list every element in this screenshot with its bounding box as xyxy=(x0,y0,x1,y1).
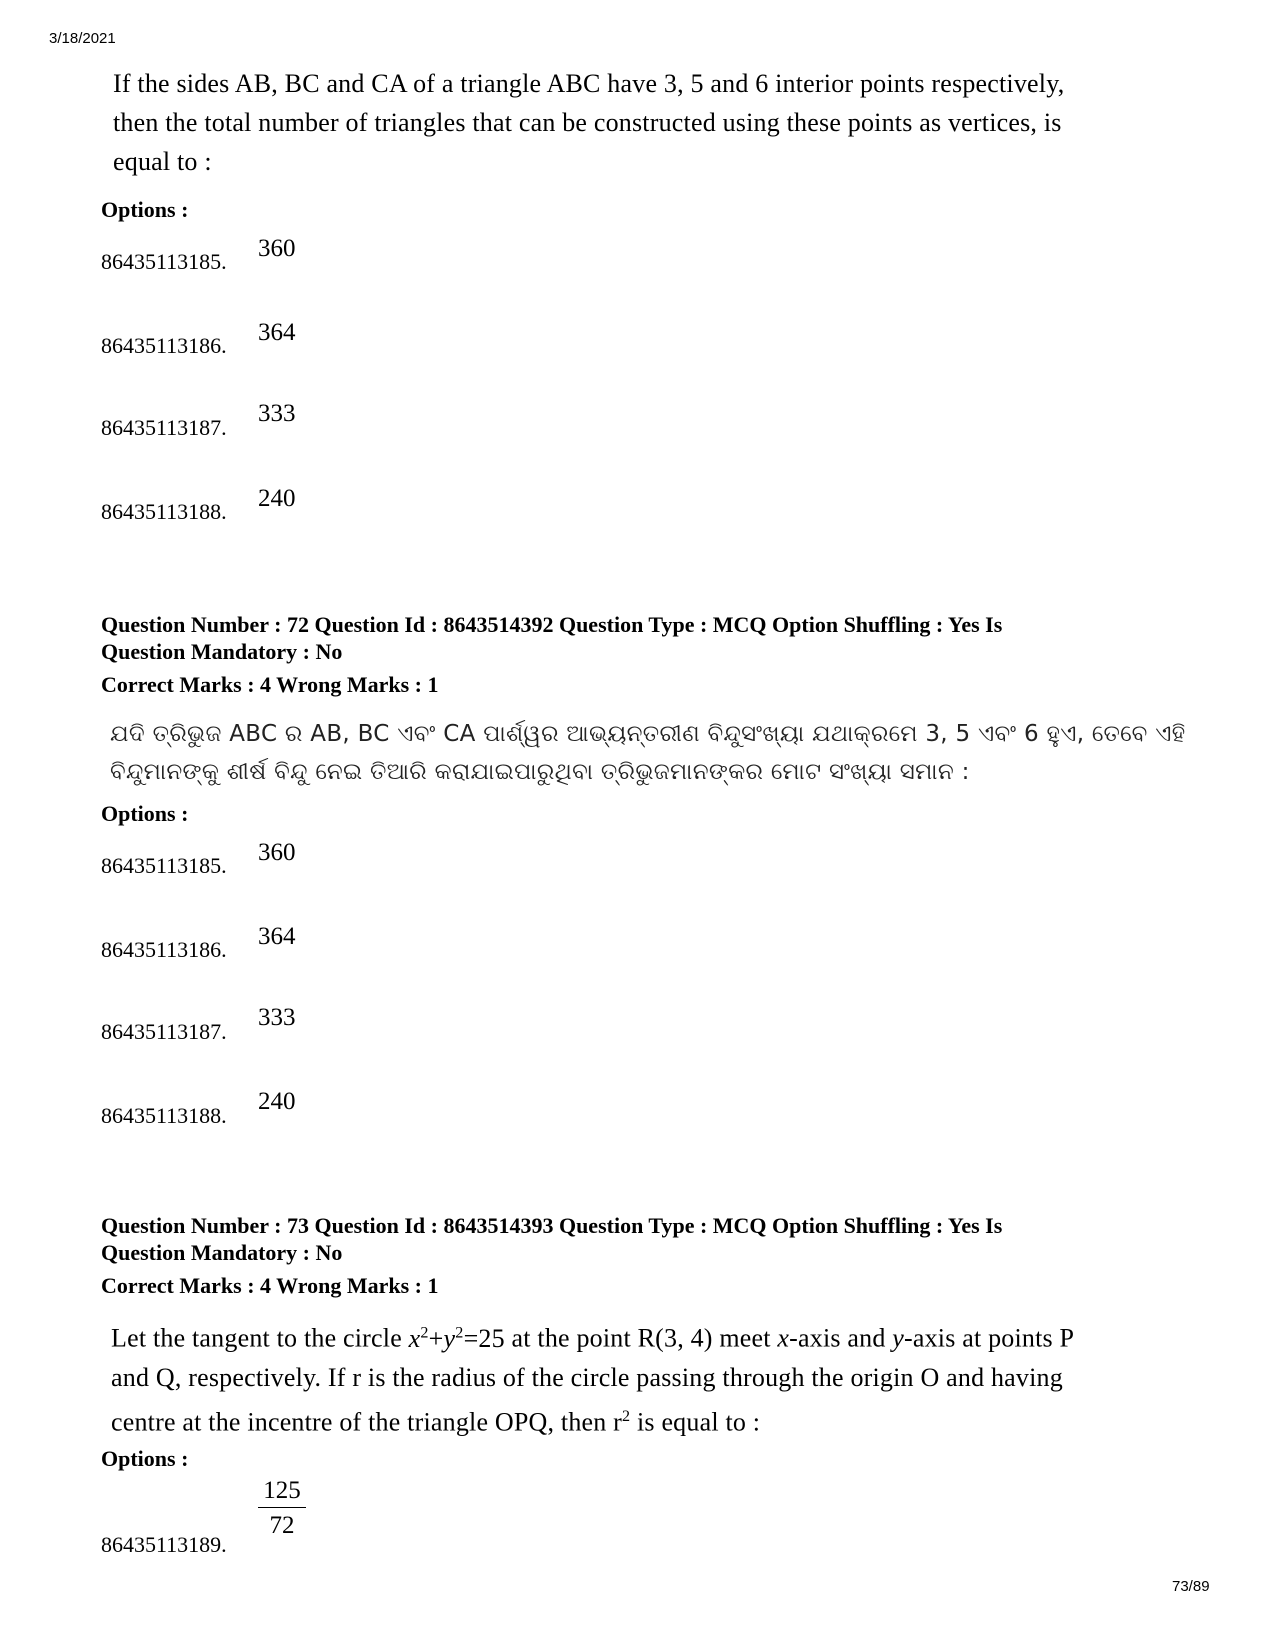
question-73-meta-line-1: Question Number : 73 Question Id : 8643514393 Question Type : MCQ Option Shuffling : Yes Is xyxy=(101,1213,1003,1238)
question-73-meta xyxy=(101,1212,1191,1266)
fraction-numerator: 125 xyxy=(258,1477,306,1508)
option-72-3-value: 333 xyxy=(258,1004,296,1031)
question-72-meta-line-2: Question Mandatory : No xyxy=(101,639,343,664)
question-72-odia-text xyxy=(110,715,1190,791)
option-71-3-id: 86435113187. xyxy=(101,415,227,440)
question-73-marks: Correct Marks : 4 Wrong Marks : 1 xyxy=(101,1273,439,1298)
question-71-line-3: equal to : xyxy=(113,147,212,176)
page-number: 73/89 xyxy=(1172,1578,1210,1595)
question-73-line-2: and Q, respectively. If r is the radius of the circle passing through the origin O and having xyxy=(111,1362,1063,1392)
option-73-1-fraction xyxy=(258,1477,306,1540)
question-71-line-2: then the total number of triangles that can be constructed using these points as vertices, is xyxy=(113,108,1062,137)
option-72-4-id: 86435113188. xyxy=(101,1103,227,1128)
options-label-71: Options : xyxy=(101,197,189,222)
option-71-3-value: 333 xyxy=(258,400,296,427)
question-72-marks: Correct Marks : 4 Wrong Marks : 1 xyxy=(101,672,439,697)
fraction-denominator: 72 xyxy=(269,1512,295,1539)
option-71-1-id: 86435113185. xyxy=(101,249,227,274)
question-73-line-3: centre at the incentre of the triangle OPQ, then $r^2$ is equal to : xyxy=(111,1407,761,1437)
option-73-1-id: 86435113189. xyxy=(101,1532,227,1557)
question-72-meta xyxy=(101,611,1191,665)
options-label-73: Options : xyxy=(101,1446,189,1471)
option-71-2-value: 364 xyxy=(258,319,296,346)
option-72-3-id: 86435113187. xyxy=(101,1019,227,1044)
option-72-1-id: 86435113185. xyxy=(101,853,227,878)
question-73-meta-line-2: Question Mandatory : No xyxy=(101,1240,343,1265)
question-72-odia-line-2: ବିନ୍ଦୁମାନଙ୍କୁ ଶୀର୍ଷ ବିନ୍ଦୁ ନେଇ ତିଆରି କରାଯାଇପାରୁଥିବା ତ୍ରିଭୁଜମାନଙ୍କର ମୋଟ ସଂଖ୍ୟା ସମାନ : xyxy=(110,759,970,785)
option-71-1-value: 360 xyxy=(258,235,296,262)
question-73-line-1: Let the tangent to the circle $x^2+y^2=25$ at the point R(3, 4) meet x-axis and y-axis at points P xyxy=(111,1323,1075,1353)
question-71-text xyxy=(113,64,1188,181)
question-72-meta-line-1: Question Number : 72 Question Id : 8643514392 Question Type : MCQ Option Shuffling : Yes Is xyxy=(101,612,1003,637)
question-71-line-1: If the sides AB, BC and CA of a triangle ABC have 3, 5 and 6 interior points respectively, xyxy=(113,69,1065,98)
option-72-2-value: 364 xyxy=(258,923,296,950)
option-71-2-id: 86435113186. xyxy=(101,333,227,358)
option-71-4-id: 86435113188. xyxy=(101,499,227,524)
option-72-4-value: 240 xyxy=(258,1088,296,1115)
option-72-1-value: 360 xyxy=(258,839,296,866)
question-73-text xyxy=(111,1313,1186,1441)
circle-equation: $x^2+y^2=25$ xyxy=(408,1323,505,1353)
option-72-2-id: 86435113186. xyxy=(101,937,227,962)
question-72-odia-line-1: ଯଦି ତ୍ରିଭୁଜ ABC ର AB, BC ଏବଂ CA ପାର୍ଶ୍ୱର ଆଭ୍ୟନ୍ତରୀଣ ବିନ୍ଦୁସଂଖ୍ୟା ଯଥାକ୍ରମେ 3, 5 ଏବଂ 6 ହୁଏ, ତେବେ ଏହି xyxy=(110,721,1186,747)
print-date: 3/18/2021 xyxy=(49,30,116,47)
option-71-4-value: 240 xyxy=(258,485,296,512)
options-label-72: Options : xyxy=(101,801,189,826)
